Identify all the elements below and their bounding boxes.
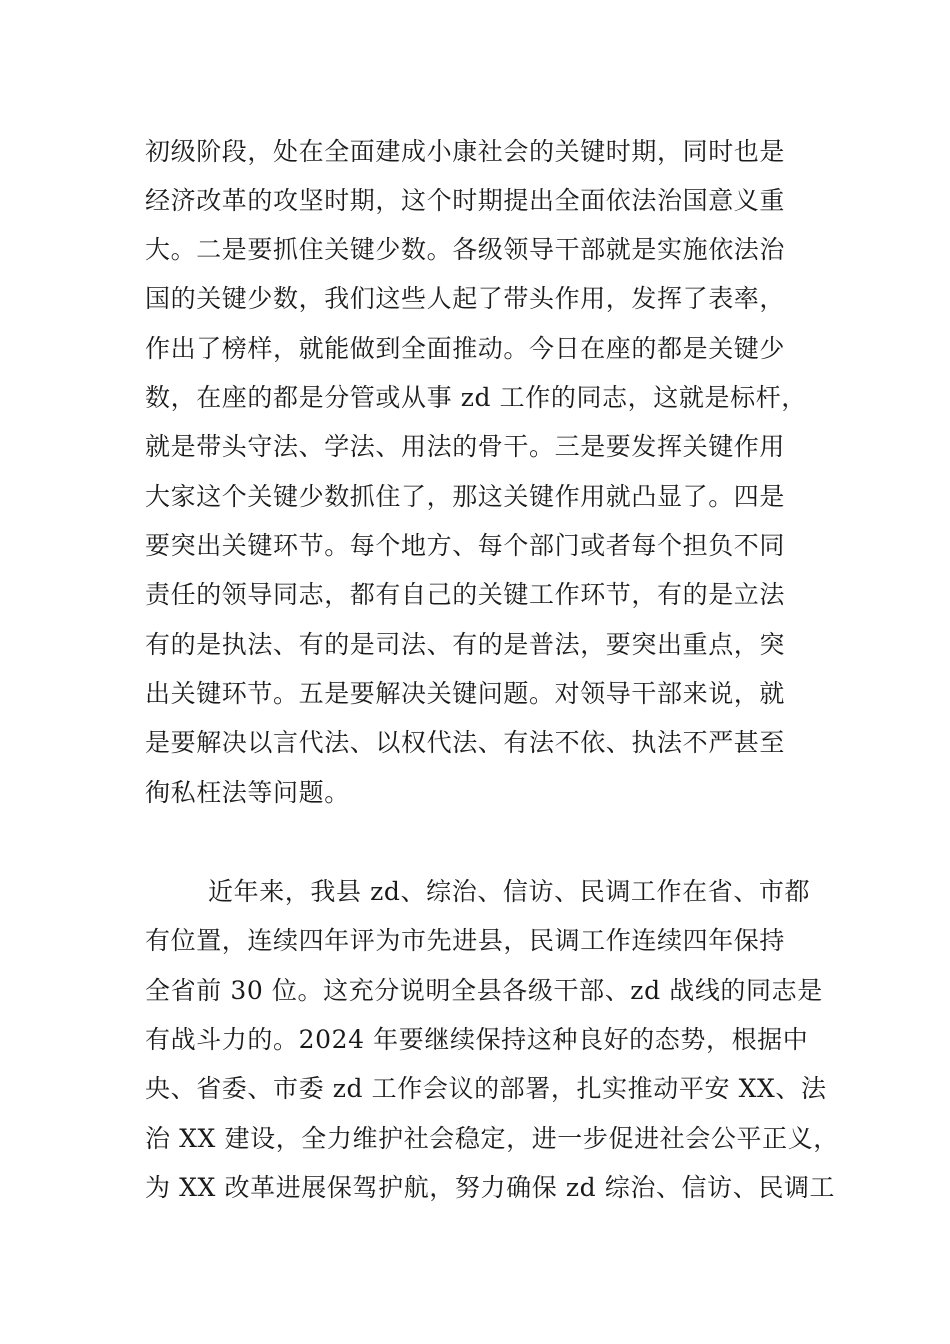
paragraph-line: 有战斗力的。2024 年要继续保持这种良好的态势，根据中: [145, 1025, 809, 1054]
paragraph-line: 徇私枉法等问题。: [145, 778, 350, 807]
paragraph-line: 为 XX 改革进展保驾护航，努力确保 zd 综治、信访、民调工: [145, 1173, 836, 1202]
paragraph-line: 央、省委、市委 zd 工作会议的部署，扎实推动平安 XX、法: [145, 1074, 827, 1103]
paragraph-line: 大。二是要抓住关键少数。各级领导干部就是实施依法治: [145, 235, 786, 264]
paragraph-line: 就是带头守法、学法、用法的骨干。三是要发挥关键作用: [145, 432, 786, 461]
paragraph-line: 是要解决以言代法、以权代法、有法不依、执法不严甚至: [145, 728, 786, 757]
paragraph-line: 出关键环节。五是要解决关键问题。对领导干部来说，就: [145, 679, 786, 708]
paragraph-line: 要突出关键环节。每个地方、每个部门或者每个担负不同: [145, 531, 786, 560]
paragraph-line: 近年来，我县 zd、综治、信访、民调工作在省、市都: [208, 877, 811, 906]
paragraph-line: 作出了榜样，就能做到全面推动。今日在座的都是关键少: [145, 334, 786, 363]
paragraph-line: 数，在座的都是分管或从事 zd 工作的同志，这就是标杆，: [145, 383, 807, 412]
paragraph-line: 初级阶段，处在全面建成小康社会的关键时期，同时也是: [145, 137, 786, 166]
paragraph-line: 国的关键少数，我们这些人起了带头作用，发挥了表率，: [145, 284, 786, 313]
paragraph-line: 治 XX 建设，全力维护社会稳定，进一步促进社会公平正义，: [145, 1124, 839, 1153]
paragraph-line: 全省前 30 位。这充分说明全县各级干部、zd 战线的同志是: [145, 976, 823, 1005]
paragraph-line: 责任的领导同志，都有自己的关键工作环节，有的是立法: [145, 580, 786, 609]
paragraph-line: 有的是执法、有的是司法、有的是普法，要突出重点，突: [145, 630, 786, 659]
paragraph-line: 经济改革的攻坚时期，这个时期提出全面依法治国意义重: [145, 186, 786, 215]
paragraph-line: 大家这个关键少数抓住了，那这关键作用就凸显了。四是: [145, 482, 786, 511]
paragraph-line: 有位置，连续四年评为市先进县，民调工作连续四年保持: [145, 926, 786, 955]
